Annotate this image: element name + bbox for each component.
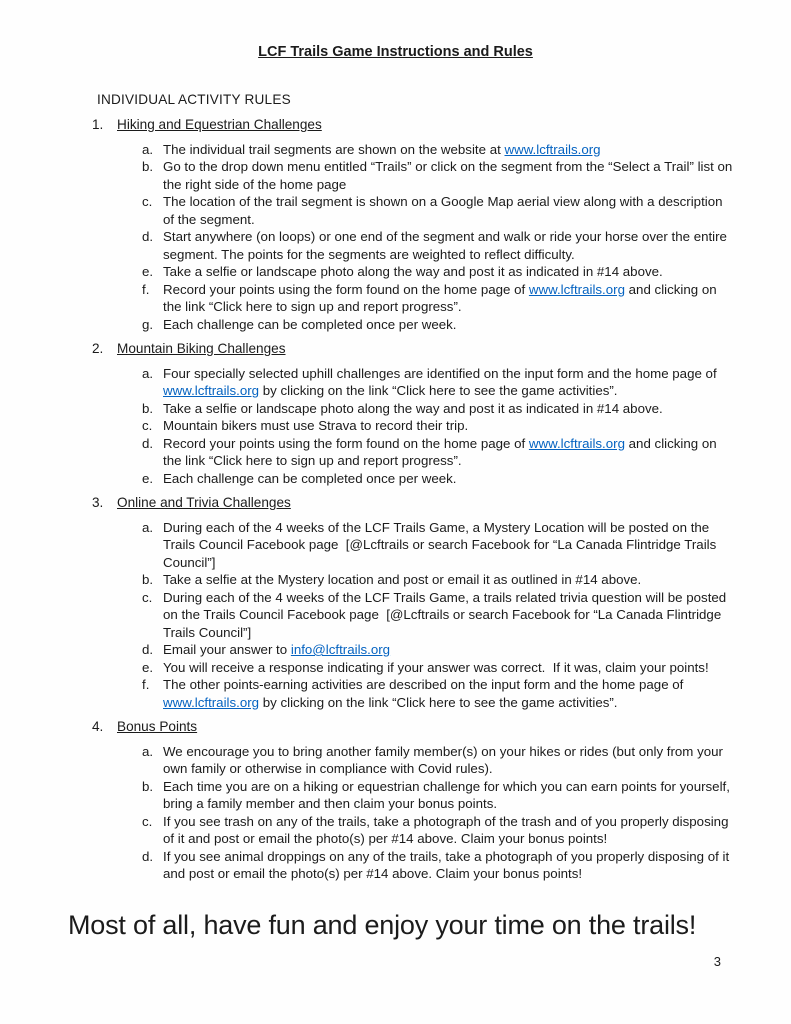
item-letter: b. [142,778,154,794]
item-text: The other points-earning activities are described on the input form and the home page of www.lcftrails.org by clicking on the link “Click here to see the game activities”. [163,677,688,710]
item-text: During each of the 4 weeks of the LCF Trails Game, a Mystery Location will be posted on the Trails Council Facebook page [@Lcftrails or search Facebook for “La Canada Flintridge Trails Council”] [163,519,720,570]
item-text: Take a selfie or landscape photo along the way and post it as indicated in #14 above. [163,400,663,416]
section-heading [92,494,791,512]
section-number: 3. [92,495,104,510]
list-item [142,571,734,589]
section-title: Hiking and Equestrian Challenges [117,117,322,132]
item-text: Record your points using the form found on the home page of www.lcftrails.org and clicking on the link “Click here to sign up and report progress”. [163,435,721,468]
item-letter: d. [142,229,154,244]
item-letter: c. [142,589,153,605]
rules-section [0,116,791,333]
item-text: Each time you are on a hiking or equestrian challenge for which you can earn points for yourself, bring a family member and then claim your bonus points. [163,778,734,811]
list-item [142,158,737,193]
section-number: 2. [92,341,104,356]
item-letter: b. [142,159,154,174]
item-letter: c. [142,418,153,433]
rules-section [0,340,791,487]
item-text: Start anywhere (on loops) or one end of the segment and walk or ride your horse over the entire segment. The points for the segments are weighted to reflect difficulty. [163,229,731,262]
hyperlink[interactable]: www.lcftrails.org [163,383,260,398]
item-letter: c. [142,813,153,829]
rules-section [0,718,791,883]
section-items [0,519,791,712]
hyperlink[interactable]: www.lcftrails.org [504,141,601,157]
list-item [142,435,734,470]
item-text: Go to the drop down menu entitled “Trails” or click on the segment from the “Select a Trail” list on the right side of the home page [163,159,737,192]
item-letter: f. [142,677,150,692]
item-text: Email your answer to info@lcftrails.org [163,642,391,657]
item-letter: e. [142,470,154,486]
item-letter: b. [142,400,154,416]
list-item [142,813,734,848]
item-text: If you see trash on any of the trails, take a photograph of the trash and of you properly disposing of it and post or email the photo(s) per #14 above. Claim your bonus points! [163,813,733,846]
list-item [142,400,734,418]
item-letter: f. [142,281,150,297]
list-item [142,228,734,263]
list-item [142,470,734,488]
list-item [142,141,734,159]
item-letter: e. [142,659,154,675]
item-letter: a. [142,743,154,759]
page-number: 3 [713,954,721,969]
item-letter: d. [142,848,154,864]
document-title [0,0,791,60]
item-text: If you see animal droppings on any of the trails, take a photograph of you properly disposing of it and post or email the photo(s) per #14 above. Claim your bonus points! [163,848,733,881]
item-letter: d. [142,642,154,657]
item-text: Take a selfie at the Mystery location and post or email it as outlined in #14 above. [163,572,642,587]
item-letter: a. [142,365,154,381]
list-item [142,641,734,659]
list-item [142,281,734,316]
section-heading [92,718,791,736]
section-number: 1. [92,117,104,132]
list-item [142,659,734,677]
list-item [142,743,734,778]
hyperlink[interactable]: www.lcftrails.org [163,694,260,710]
list-item [142,193,734,228]
item-letter: e. [142,264,154,279]
item-text: Each challenge can be completed once per week. [163,316,457,332]
rules-section [0,494,791,711]
item-text: Each challenge can be completed once per week. [163,470,457,486]
list-item [142,263,734,281]
item-text: Record your points using the form found on the home page of www.lcftrails.org and clicking on the link “Click here to sign up and report progress”. [163,281,721,314]
item-letter: g. [142,316,154,332]
item-text: During each of the 4 weeks of the LCF Trails Game, a trails related trivia question will be posted on the Trails Council Facebook page [@Lcftrails or search Facebook for “La Canada Flintridge Trails Council”] [163,589,730,640]
section-title: Bonus Points [117,719,198,734]
rules-sections [0,116,791,883]
list-item [142,316,734,334]
list-item [142,519,734,572]
item-letter: a. [142,519,154,535]
list-item [142,778,734,813]
individual-activity-rules-heading: INDIVIDUAL ACTIVITY RULES [97,92,291,107]
item-text: You will receive a response indicating if your answer was correct. If it was, claim your points! [163,659,709,675]
hyperlink[interactable]: info@lcftrails.org [290,642,391,657]
closing-statement: Most of all, have fun and enjoy your time on the trails! [68,909,697,940]
item-text: The individual trail segments are shown on the website at www.lcftrails.org [163,141,601,157]
list-item [142,365,734,400]
section-items [0,141,791,334]
section-title: Online and Trivia Challenges [117,495,291,510]
item-letter: a. [142,141,154,157]
item-text: Take a selfie or landscape photo along the way and post it as indicated in #14 above. [163,264,663,279]
section-items [0,365,791,488]
item-text: Four specially selected uphill challenges are identified on the input form and the home page of www.lcftrails.org by clicking on the link “Click here to see the game activities”. [163,365,721,398]
section-number: 4. [92,719,104,734]
item-text: Mountain bikers must use Strava to record their trip. [163,418,469,433]
section-items [0,743,791,883]
document-title-text: LCF Trails Game Instructions and Rules [258,44,533,60]
hyperlink[interactable]: www.lcftrails.org [528,435,625,451]
section-heading [92,340,791,358]
item-letter: c. [142,194,153,209]
section-heading [92,116,791,134]
item-letter: b. [142,572,154,587]
list-item [142,417,734,435]
item-letter: d. [142,435,154,451]
list-item [142,676,734,711]
hyperlink[interactable]: www.lcftrails.org [528,281,625,297]
item-text: The location of the trail segment is shown on a Google Map aerial view along with a description of the segment. [163,194,727,227]
section-title: Mountain Biking Challenges [117,341,286,356]
list-item [142,848,734,883]
list-item [142,589,734,642]
item-text: We encourage you to bring another family member(s) on your hikes or rides (but only from your own family or otherwise in compliance with Covid rules). [163,743,727,776]
